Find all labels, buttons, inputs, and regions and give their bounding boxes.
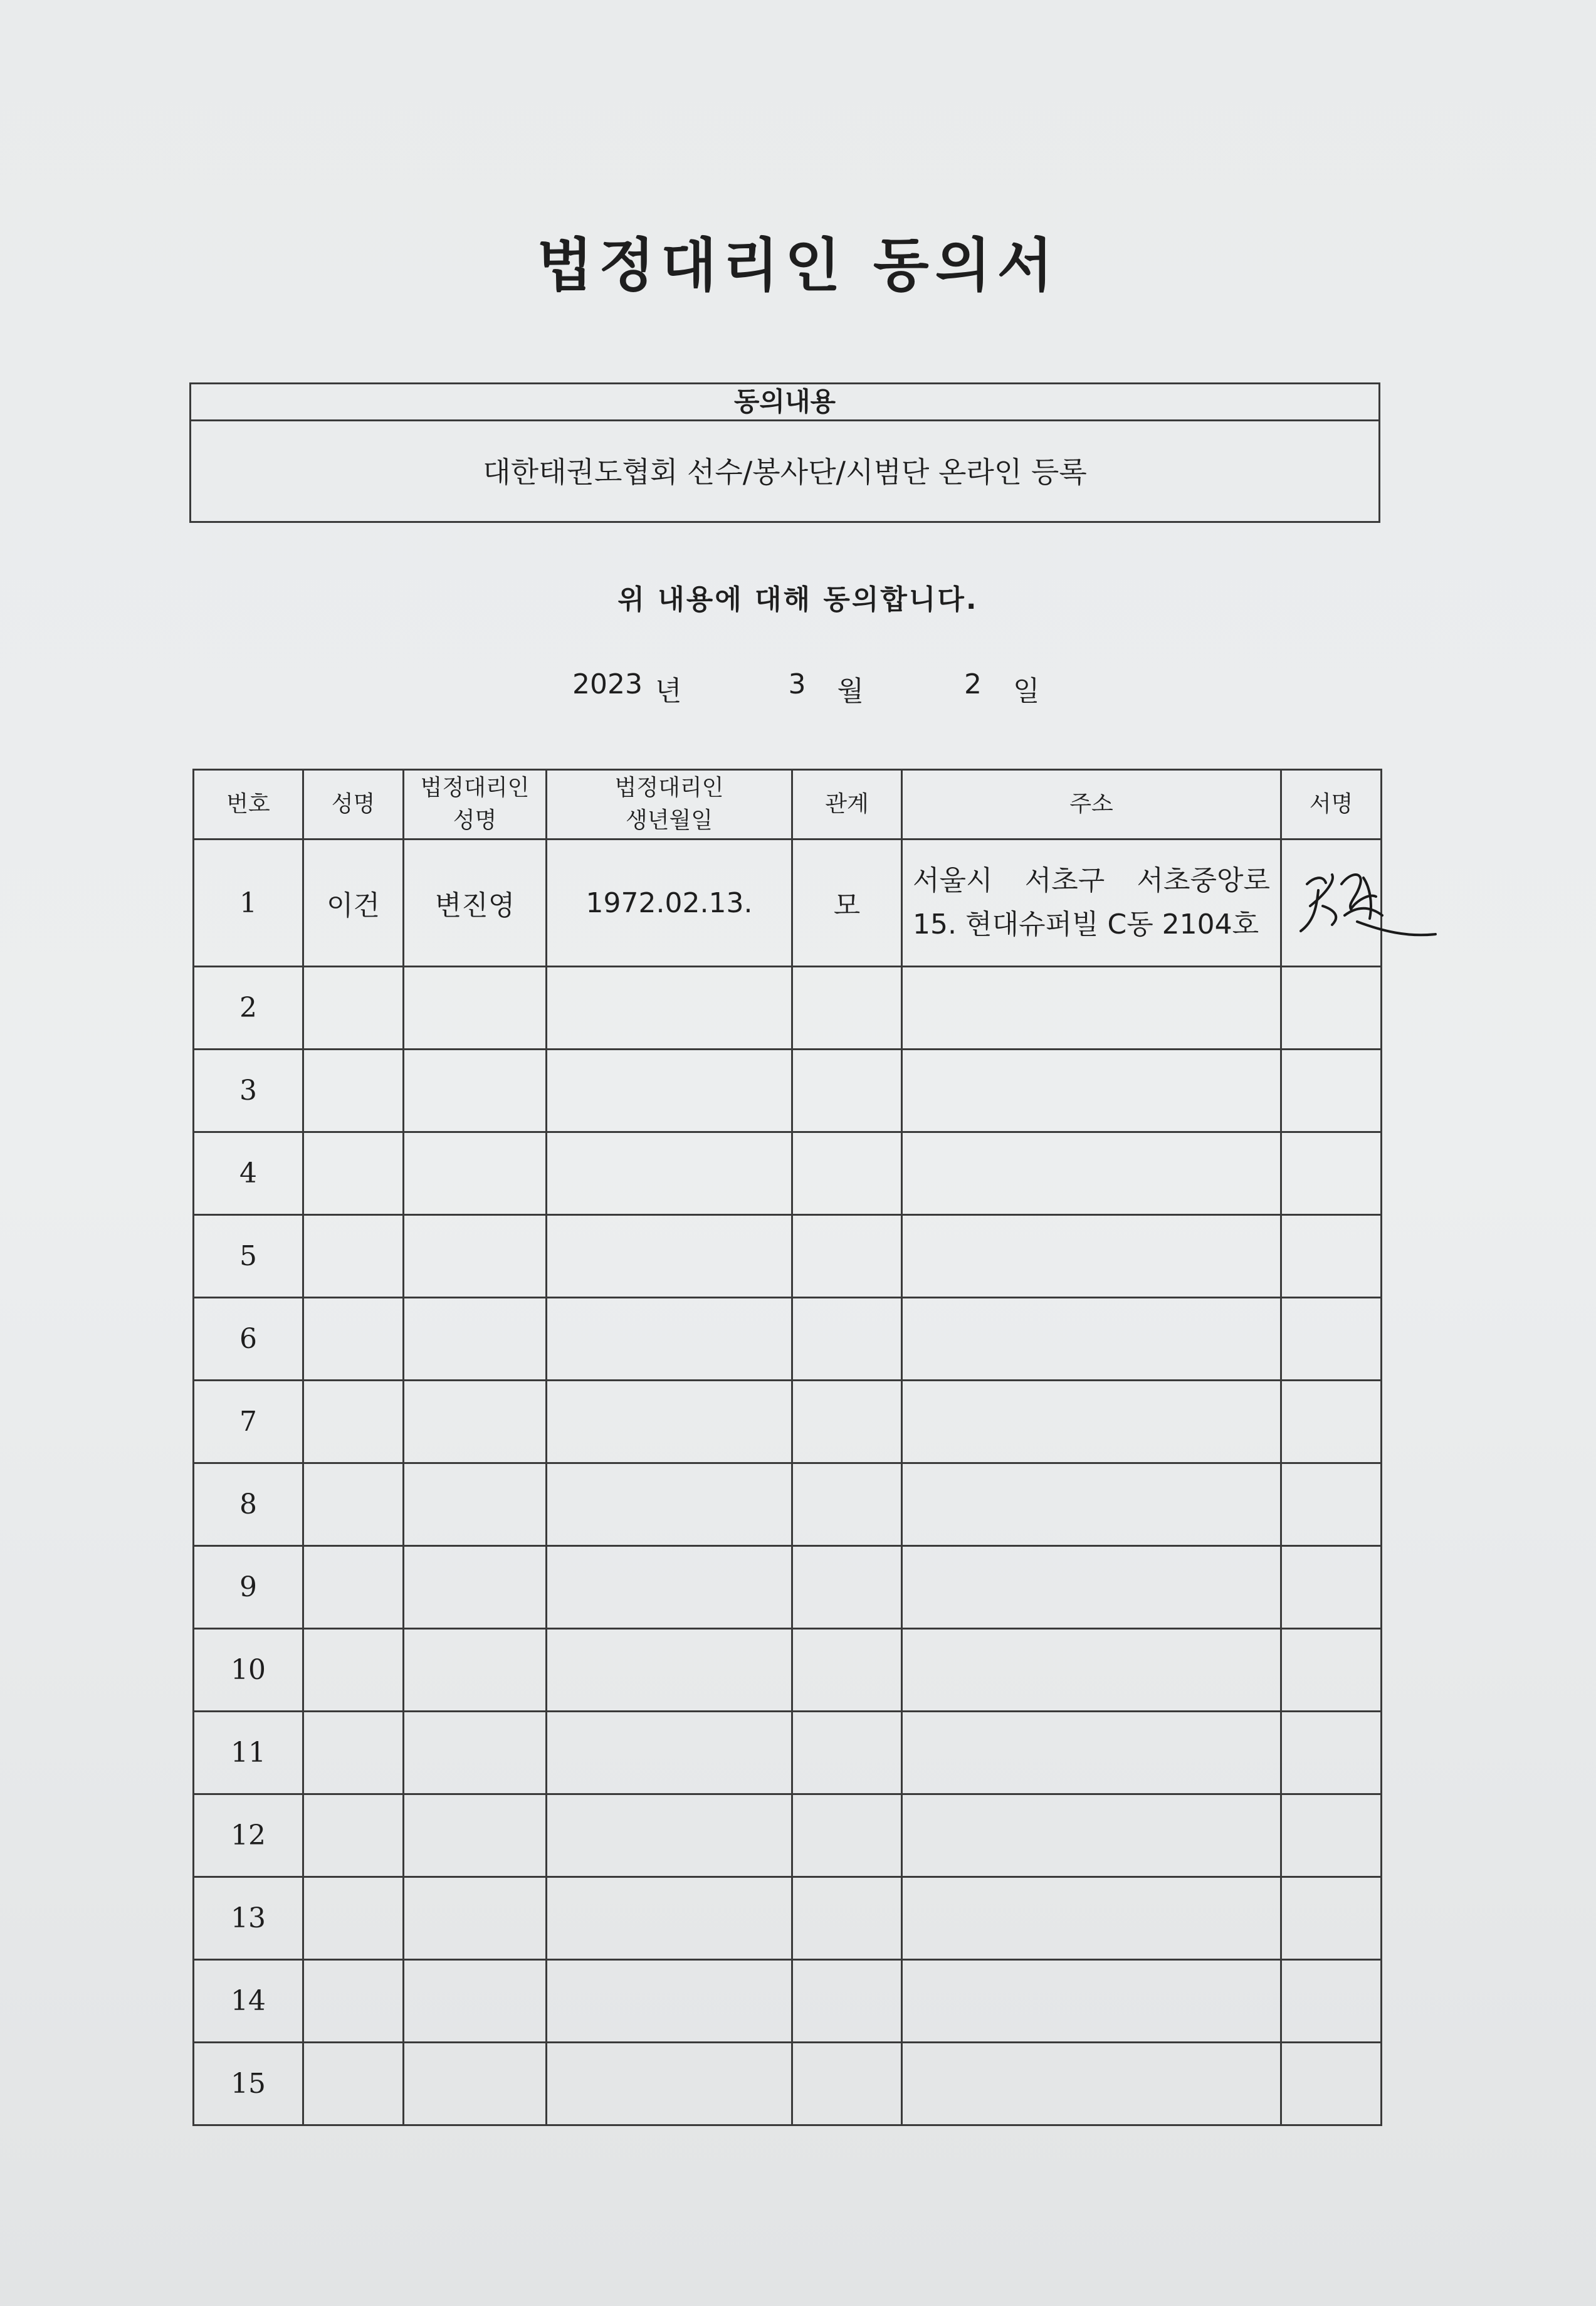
header-address: 주소 [902,770,1281,840]
header-guardian-name-line1: 법정대리인 [420,775,530,801]
table-row [194,1629,1382,1712]
table-row [194,1215,1382,1298]
cell-number: 14 [194,1960,303,2043]
cell-guardian-birth: 1972.02.13. [547,840,792,967]
header-relation: 관계 [792,770,902,840]
registration-table [192,769,1382,2126]
cell-number: 9 [194,1546,303,1629]
header-name: 성명 [303,770,404,840]
table-row [194,1712,1382,1794]
table-row [194,1960,1382,2043]
table-row [194,840,1382,967]
cell-number: 15 [194,2043,303,2125]
date-year: 2023 [572,668,643,700]
header-guardian-name [404,770,547,840]
cell-number: 7 [194,1381,303,1463]
header-number: 번호 [194,770,303,840]
date-month-unit: 월 [837,675,864,707]
cell-number: 5 [194,1215,303,1298]
table-row [194,1877,1382,1960]
date-year-unit: 년 [654,675,682,707]
cell-number: 12 [194,1794,303,1877]
table-row [194,1381,1382,1463]
date-day-unit: 일 [1013,675,1040,707]
cell-number: 2 [194,967,303,1050]
consent-header: 동의내용 [191,384,1378,421]
header-guardian-name-line2: 성명 [453,808,497,833]
header-guardian-birth-line2: 생년월일 [625,808,713,833]
agree-statement: 위 내용에 대해 동의합니다. [617,584,979,616]
table-row [194,1463,1382,1546]
consent-box [189,382,1380,523]
handwritten-signature-icon [1288,846,1439,959]
header-guardian-birth [547,770,792,840]
cell-number: 4 [194,1132,303,1215]
cell-number: 13 [194,1877,303,1960]
cell-name: 이건 [303,840,404,967]
cell-guardian-name: 변진영 [404,840,547,967]
table-row [194,967,1382,1050]
cell-number: 8 [194,1463,303,1546]
table-header-row [194,770,1382,840]
table-row [194,1050,1382,1132]
cell-number: 11 [194,1712,303,1794]
cell-number: 1 [194,840,303,967]
table-row [194,1298,1382,1381]
cell-number: 6 [194,1298,303,1381]
date-month: 3 [788,668,806,700]
table-row [194,1546,1382,1629]
cell-signature [1281,840,1382,967]
header-guardian-birth-line1: 법정대리인 [614,775,724,801]
cell-relation: 모 [792,840,902,967]
cell-number: 10 [194,1629,303,1712]
header-signature: 서명 [1281,770,1382,840]
cell-address: 서울시 서초구 서초중앙로 15. 현대슈퍼빌 C동 2104호 [902,840,1281,967]
date-day: 2 [964,668,982,700]
cell-number: 3 [194,1050,303,1132]
date-line [572,668,1040,708]
table-row [194,2043,1382,2125]
table-row [194,1132,1382,1215]
consent-text: 대한태권도협회 선수/봉사단/시범단 온라인 등록 [483,455,1087,489]
document-title: 법정대리인 동의서 [537,232,1059,299]
table-row [194,1794,1382,1877]
